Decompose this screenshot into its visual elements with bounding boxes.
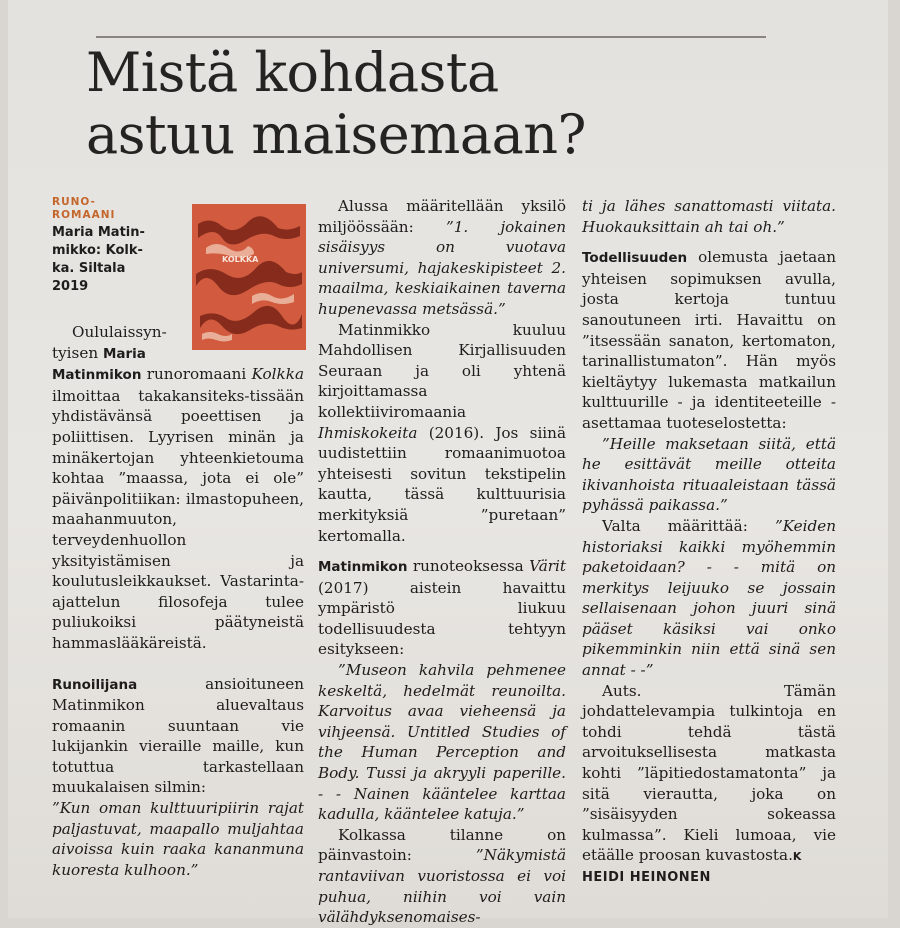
column-1 <box>52 196 304 880</box>
cover-title: KOLKKA <box>222 255 259 264</box>
end-mark: K <box>792 850 802 864</box>
paragraph <box>318 320 566 547</box>
paragraph <box>318 825 566 928</box>
quote: ”Heille maksetaan siitä, että he esittävät meille otteita ikivanhoista rituaaleistaan tässä pyhässä paikassa.” <box>582 434 836 515</box>
text-span: runoromaani <box>141 365 252 384</box>
text-span: ilmoittaa takakansiteks-tissään yhdistävänsä poeettisen ja poliittisen. Lyyrisen minän ja minäkertojan yhteenkietouma kohtaa ”maassa, jota ei ole” päivänpolitiikan: ilmastopuheen, maahanmuuton, terveydenhuollon yksityistämisen ja koulutusleikkaukset. Vastarinta-ajattelun filosofeja tulee puliukoiksi päätyneistä hammaslääkäreistä. <box>52 386 304 652</box>
column-2 <box>318 196 566 928</box>
paragraph-1-start <box>52 322 184 364</box>
headline-line-1: Mistä kohdasta <box>86 41 499 104</box>
paragraph-2 <box>52 674 304 799</box>
paragraph <box>318 556 566 660</box>
kicker-line-1: RUNO- <box>52 196 96 208</box>
text-span: olemusta jaetaan yhteisen sopimuksen avulla, josta kertoja tuntuu sanoutuneen irti. Havaittu on ”itsessään sanaton, kertomaton, tarinallistumaton”. Hän myös kieltäytyy lukemasta matkailun kulttuurille - ja identiteeteille - asettamaa tuoteselostetta: <box>582 248 836 432</box>
text-span: Alussa määritellään yksilö miljöössään: <box>318 197 566 236</box>
text-span: Kolkassa tilanne on päinvastoin: <box>318 825 566 865</box>
quote: ”Kun oman kulttuuripiirin rajat paljastuvat, maapallo muljahtaa aivoissa kuin raaka kananmuna kuoresta kulhoon.” <box>52 799 304 879</box>
book-info-line: ka. Siltala <box>52 261 126 276</box>
paragraph-lead: Todellisuuden <box>582 250 688 267</box>
book-info-line: mikko: Kolk- <box>52 243 143 258</box>
book-info-line: 2019 <box>52 279 89 294</box>
text-span: runoteoksessa <box>407 557 530 576</box>
top-rule <box>96 36 766 38</box>
text-span: (2017) aistein havaittu ympäristö liukuu todellisuudesta tehtyyn esitykseen: <box>318 578 566 659</box>
author-name: Matinmikon <box>52 367 142 384</box>
quote: ”Keiden historiaksi kaikki myöhemmin paketoidaan? - - mitä on merkitys leijuuko se jossain sellaisenaan johon juuri sinä pääset käsiksi vai onko pikemminkin niin että sinä sen annat - -” <box>582 516 836 680</box>
genre-kicker <box>52 196 304 222</box>
text-span: Matinmikko kuuluu Mahdollisen Kirjallisuuden Seuraan ja oli yhtenä kirjoittamassa kollektiiviromaania <box>318 320 566 421</box>
book-title: Värit <box>529 557 566 576</box>
text-span: tyisen <box>52 343 103 362</box>
text-span: (2016). Jos siinä uudistettiin romaanimuotoa yhteisesti sovitun tekstipelin kautta, tässä kulttuurisia merkityksiä ”puretaan” kertomalla. <box>318 423 566 545</box>
paragraph <box>582 247 836 433</box>
paragraph-lead: Matinmikon <box>318 559 408 576</box>
text-span: Auts. Tämän johdattelevampia tulkintoja en tohdi tehdä tästä arvoituksellisesta matkasta kohti ”läpitiedostamatonta” ja sitä vierautta, joka on ”sisäisyyden sokeassa kulmassa”. Kieli lumoaa, vie etäälle proosan kuvastosta. <box>582 681 836 865</box>
quote: ”1. jokainen sisäisyys on vuotava universumi, hajakeskipisteet 2. maailma, keskiaikainen taverna hupenevassa metsässä.” <box>318 217 566 318</box>
kicker-line-2: ROMAANI <box>52 209 116 221</box>
paragraph <box>582 516 836 681</box>
paragraph-1 <box>52 364 304 653</box>
book-info-line: Maria Matin- <box>52 225 145 240</box>
quote: ti ja lähes sanattomasti viitata. Huokauksittain ah tai oh.” <box>582 197 836 236</box>
headline <box>86 42 786 166</box>
quote: ”Museon kahvila pehmenee keskeltä, hedelmät reunoilta. Karvoitus avaa vieheensä ja vihjeensä. Untitled Studies of the Human Perception and Body. Tussi ja akryyli paperille. - - Nainen kääntelee karttaa kadulla, kääntelee katuja.” <box>318 661 566 824</box>
paragraph-lead: Runoilijana <box>52 676 138 693</box>
book-title: Ihmiskokeita <box>318 423 418 442</box>
book-title: Kolkka <box>251 365 304 384</box>
paragraph <box>582 681 836 868</box>
byline: HEIDI HEINONEN <box>582 870 711 885</box>
author-name: Maria <box>102 345 146 362</box>
quote: ”Näkymistä rantaviivan vuoristossa ei voi puhua, niihin voi vain välähdyksenomaises- <box>318 846 566 927</box>
text-span: ansioituneen Matinmikon aluevaltaus romaanin suuntaan vie lukijankin vieraille maille, kun totuttua tarkastellaan muukalaisen silmin: <box>52 674 304 797</box>
book-info <box>52 224 304 296</box>
paragraph <box>318 196 566 320</box>
text-span: Oululaissyn- <box>72 323 167 341</box>
column-3 <box>582 196 836 889</box>
text-span: Valta määrittää: <box>602 516 775 535</box>
headline-line-2: astuu maisemaan? <box>86 103 586 166</box>
